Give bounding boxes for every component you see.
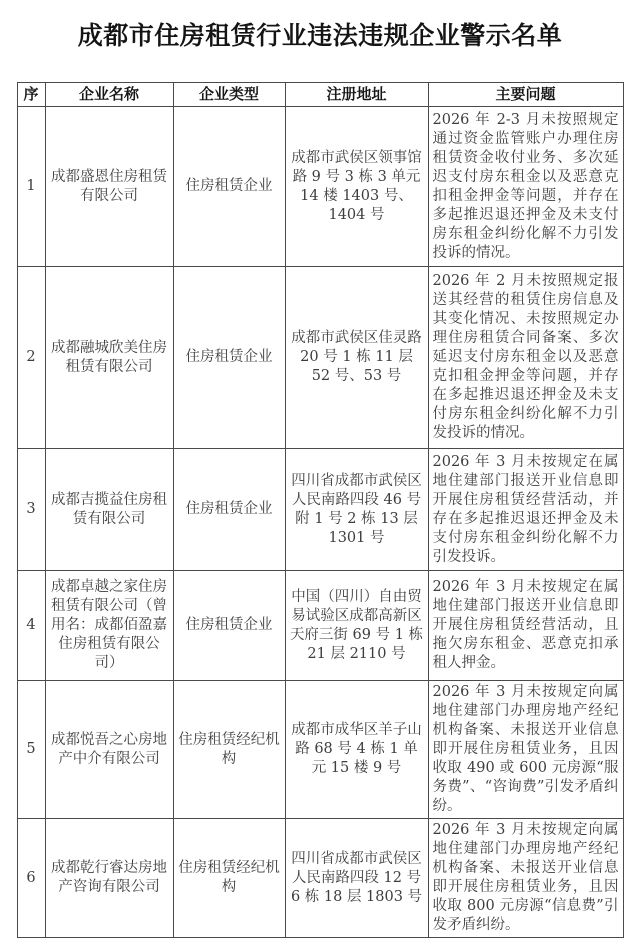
registered-address: 成都市成华区羊子山路 68 号 4 栋 1 单元 15 楼 9 号 <box>285 681 428 819</box>
registered-address: 四川省成都市武侯区人民南路四段 46 号附 1 号 2 栋 13 层 1301 号 <box>285 449 428 571</box>
company-name: 成都吉揽益住房租赁有限公司 <box>45 449 173 571</box>
table-row <box>17 449 623 571</box>
registered-address: 四川省成都市武侯区人民南路四段 12 号 6 栋 18 层 1803 号 <box>285 819 428 938</box>
company-name: 成都盛恩住房租赁有限公司 <box>45 107 173 267</box>
table-row <box>17 681 623 819</box>
company-type: 住房租赁经纪机构 <box>173 819 285 938</box>
company-type: 住房租赁企业 <box>173 267 285 449</box>
row-number: 4 <box>17 571 45 681</box>
header-main-issues: 主要问题 <box>428 83 623 107</box>
header-company-type: 企业类型 <box>173 83 285 107</box>
page-title: 成都市住房租赁行业违法违规企业警示名单 <box>77 21 563 50</box>
table-row <box>17 571 623 681</box>
company-type: 住房租赁企业 <box>173 449 285 571</box>
company-name: 成都乾行睿达房地产咨询有限公司 <box>45 819 173 938</box>
violation-companies-table <box>17 82 624 938</box>
company-name: 成都融城欣美住房租赁有限公司 <box>45 267 173 449</box>
header-registered-address: 注册地址 <box>285 83 428 107</box>
header-company-name: 企业名称 <box>45 83 173 107</box>
row-number: 1 <box>17 107 45 267</box>
registered-address: 中国（四川）自由贸易试验区成都高新区天府三街 69 号 1 栋 21 层 2110 号 <box>285 571 428 681</box>
main-issues: 2026 年 3 月未按规定在属地住建部门报送开业信息即开展住房租赁经营活动，并存在多起推迟退还押金及未支付房东租金纠纷化解不力引发投诉。 <box>428 449 623 571</box>
main-issues: 2026 年 2-3 月未按照规定通过资金监管账户办理住房租赁资金收付业务、多次延迟支付房东租金以及恶意克扣租金押金等问题，并存在多起推迟退还押金及未支付房东租金纠纷化解不力引发投诉的情况。 <box>428 107 623 267</box>
row-number: 6 <box>17 819 45 938</box>
company-type: 住房租赁企业 <box>173 571 285 681</box>
company-name: 成都悦吾之心房地产中介有限公司 <box>45 681 173 819</box>
table-row <box>17 107 623 267</box>
main-issues: 2026 年 3 月未按规定在属地住建部门报送开业信息即开展住房租赁经营活动，且拖欠房东租金、恶意克扣承租人押金。 <box>428 571 623 681</box>
row-number: 5 <box>17 681 45 819</box>
registered-address: 成都市武侯区佳灵路 20 号 1 栋 11 层 52 号、53 号 <box>285 267 428 449</box>
row-number: 2 <box>17 267 45 449</box>
table-header-row <box>17 83 623 107</box>
company-name: 成都卓越之家住房租赁有限公司（曾用名：成都佰盈嘉住房租赁有限公司） <box>45 571 173 681</box>
header-no: 序 <box>17 83 45 107</box>
table-row <box>17 267 623 449</box>
registered-address: 成都市武侯区领事馆路 9 号 3 栋 3 单元 14 楼 1403 号、1404 号 <box>285 107 428 267</box>
company-type: 住房租赁经纪机构 <box>173 681 285 819</box>
company-type: 住房租赁企业 <box>173 107 285 267</box>
main-issues: 2026 年 2 月未按照规定报送其经营的租赁住房信息及其变化情况、未按照规定办理住房租赁合同备案、多次延迟支付房东租金以及恶意克扣租金押金等问题，并存在多起推迟退还押金及未支付房东租金纠纷化解不力引发投诉的情况。 <box>428 267 623 449</box>
table-row <box>17 819 623 938</box>
row-number: 3 <box>17 449 45 571</box>
main-issues: 2026 年 3 月未按规定向属地住建部门办理房地产经纪机构备案、未报送开业信息即开展住房租赁业务，且因收取 800 元房源“信息费”引发矛盾纠纷。 <box>428 819 623 938</box>
main-issues: 2026 年 3 月未按规定向属地住建部门办理房地产经纪机构备案、未报送开业信息即开展住房租赁业务，且因收取 490 或 600 元房源“服务费”、“咨询费”引发矛盾纠纷。 <box>428 681 623 819</box>
